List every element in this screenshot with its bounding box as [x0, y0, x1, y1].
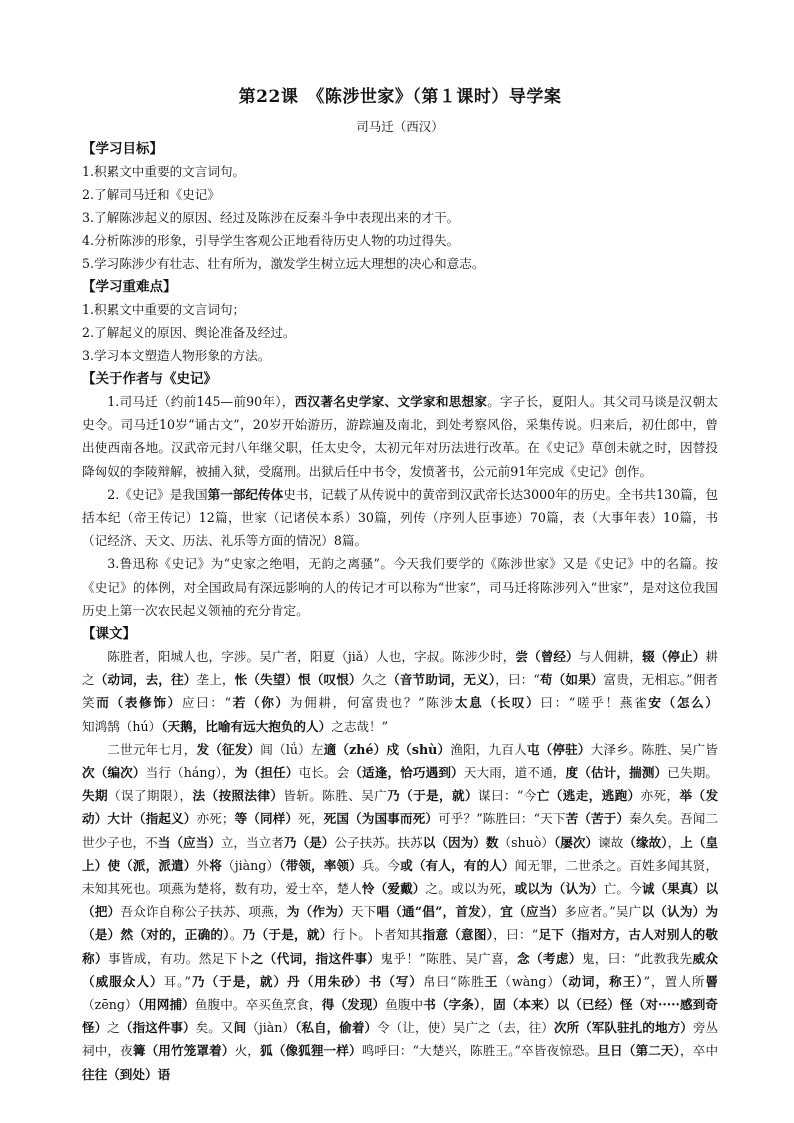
- body-text: 吾众诈自称公子扶苏、项燕，: [120, 904, 287, 920]
- annotation-text: 死国（为国事而死）: [323, 811, 439, 827]
- body-text: （误了期限），: [107, 788, 193, 804]
- body-text: （jiàng）: [221, 857, 280, 873]
- body-text: 亦死，: [640, 788, 680, 804]
- body-text: 鱼腹中。卒买鱼烹食，: [194, 997, 322, 1013]
- annotation-text: 诚（果真）以（把）: [82, 881, 719, 920]
- annotation-text: 得（发现）: [321, 997, 386, 1013]
- body-text: 天大雨，道不通，: [463, 765, 566, 781]
- annotation-text: （指这件事）: [119, 1020, 196, 1036]
- annotation-text: 怜（爱戴）: [361, 881, 426, 897]
- body-text: 亡。今: [603, 881, 642, 897]
- annotation-text: 度（估计，揣测）: [565, 765, 668, 781]
- annotation-text: 失期: [82, 788, 108, 804]
- body-text: ，曰：“: [493, 927, 539, 943]
- key-point-item: 1.积累文中重要的文言词句；: [82, 302, 246, 317]
- annotation-text: 当（应当）: [157, 834, 221, 850]
- body-text: 事皆成，有功。然足下卜: [107, 950, 251, 966]
- annotation-text: 固（本来）以（已经）怪（对·····感到奇怪）: [82, 997, 718, 1036]
- body-text: 立，当立者: [220, 834, 284, 850]
- body-text: 耳。”: [163, 973, 191, 989]
- body-text: 鸣呼曰：“大楚兴，陈胜王。”卒皆夜惊恐。: [361, 1043, 598, 1059]
- body-text: （jiàn）: [246, 1020, 296, 1036]
- annotation-text: （用网捕）: [137, 997, 195, 1013]
- body-text: 旁丛祠中，夜: [82, 1020, 719, 1059]
- goals-list: [82, 160, 718, 275]
- body-text: 闻无罪，二世杀之。百姓多闻其贤，未知其死也。项燕为楚将，数有功，爱士卒，楚人: [82, 857, 719, 897]
- body-text: 公子扶苏。扶苏: [334, 834, 423, 850]
- body-text: 陈胜者，阳城人也，字涉。吴广者，阳夏（jiǎ）人也，字叔。陈涉少时，: [107, 649, 516, 665]
- annotation-text: 若（你）: [231, 695, 290, 711]
- body-text: 知鸿鹄（hú）: [82, 718, 162, 734]
- annotation-text: 罾: [705, 973, 718, 989]
- body-text: 二世元年七月，: [107, 741, 197, 757]
- author-heading: 【关于作者与《史记》: [82, 371, 217, 387]
- body-text: ，: [487, 904, 501, 920]
- body-text: 鱼腹中: [385, 997, 424, 1013]
- body-text: 之: [107, 1020, 120, 1036]
- body-text: 与人佣耕，: [578, 649, 643, 665]
- annotation-text: 足下（指对方，古人对别人的敬称）: [82, 927, 719, 966]
- author-paragraph: [82, 390, 718, 483]
- body-text: 为佣耕，何富贵也？”陈涉: [289, 695, 455, 711]
- body-text: 死，: [298, 811, 324, 827]
- annotation-text: 唱（通“倡”，首发）: [376, 904, 488, 920]
- body-text: 谋曰：“今: [478, 788, 537, 804]
- body-text: ，曰：“: [495, 672, 540, 688]
- text-paragraphs: [82, 645, 718, 1086]
- annotation-text: 次所（军队驻扎的地方）: [553, 1020, 693, 1036]
- annotation-text: 旦日（第二天）: [597, 1043, 681, 1059]
- body-text: 天下: [350, 904, 377, 920]
- page-title: 第22课 《陈涉世家》（第１课时）导学案: [238, 87, 562, 107]
- goals-heading: 【学习目标】: [82, 141, 163, 157]
- annotation-text: 亡（逃走，逃跑）: [536, 788, 641, 804]
- annotation-text: 之（代词，指这件事）: [250, 950, 381, 966]
- annotation-text: 太息（长叹）: [454, 695, 541, 711]
- body-text: 耕之: [82, 649, 719, 688]
- annotation-text: 等（同样）: [234, 811, 299, 827]
- body-text: 矣。又: [195, 1020, 234, 1036]
- body-text: 。字子长，夏阳人。其父司马谈是汉朝太史令。司马迁10岁“诵古文”，20岁开始游历，游踪遍及南北，到处考察风俗，采集传说。归来后，初仕郎中，曾出使西南各地。汉武帝元封八年继父职，任太史令，太初元年对历法进行改革。在《史记》草创未就之时，因替投降匈奴的李陵辩解，被捕入狱，受腐刑。出狱后任中书令，发愤著书，公元前91年完成《史记》创作。: [82, 394, 719, 479]
- body-text: ”，置人所: [643, 973, 706, 989]
- body-text: （zēng）: [82, 997, 138, 1013]
- body-text: 当行（háng），: [145, 765, 235, 781]
- body-text: ，: [480, 997, 494, 1013]
- annotation-text: 指意（意图）: [422, 927, 494, 943]
- annotation-text: 发（征发）: [196, 741, 261, 757]
- goal-item: 2.了解司马迁和《史记》: [82, 187, 220, 202]
- annotation-text: 乃（于是，就）: [387, 788, 478, 804]
- body-text: 行卜。卜者知其: [332, 927, 423, 943]
- annotation-text: 以（认为）为（是）然（对的，正确的）: [82, 904, 719, 943]
- body-text: 外: [196, 857, 210, 873]
- annotation-text: 念（考虑）: [516, 950, 582, 966]
- annotation-text: （动词，称王）: [561, 973, 644, 989]
- body-text: 鬼乎！”陈胜、吴广喜，: [380, 950, 517, 966]
- key-point-item: 2.了解起义的原因、舆论准备及经过。: [82, 325, 296, 340]
- annotation-text: 苦（苦于）: [565, 811, 630, 827]
- annotation-text: 怅（失望）恨（叹恨）: [234, 672, 362, 688]
- annotation-text: 次（编次）: [82, 765, 146, 781]
- body-text: 1.司马迁（约前145—前90年），: [107, 394, 295, 409]
- body-text: 可乎？”陈胜曰：“天下: [438, 811, 566, 827]
- body-text: 火，: [234, 1043, 260, 1059]
- annotation-text: （私自，偷着）: [295, 1020, 378, 1036]
- text-paragraph: [82, 645, 718, 738]
- annotation-text: 为（担任）: [234, 765, 299, 781]
- annotation-text: （缘故）: [623, 834, 668, 850]
- annotation-text: （屡次）: [553, 834, 599, 850]
- annotation-text: 屯（停驻）: [526, 741, 591, 757]
- annotation-text: 乃（是）: [283, 834, 335, 850]
- body-text: 亦死；: [196, 811, 235, 827]
- annotation-text: 上（皇上）使（派，派遣）: [82, 834, 719, 873]
- annotation-text: 辍（停止）: [642, 649, 706, 665]
- author-paragraphs: [82, 390, 718, 622]
- body-text: 闾（lǘ）左: [260, 741, 324, 757]
- annotation-text: 威众（威服众人）: [82, 950, 719, 989]
- key-points-heading: 【学习重难点】: [82, 279, 177, 295]
- annotation-text: 为（作为）: [286, 904, 351, 920]
- annotation-text: 法（按照法律）: [192, 788, 284, 804]
- body-text: 渔阳，九百人: [450, 741, 527, 757]
- body-text: 之。或以为死，: [425, 881, 515, 897]
- goal-item: 3.了解陈涉起义的原因、经过及陈涉在反秦斗争中表现出来的才干。: [82, 210, 460, 225]
- annotation-text: 往往（到处）语: [82, 1066, 171, 1082]
- annotation-text: 举（发动）大计（指起义）: [82, 788, 719, 827]
- annotation-text: 乃（于是，就）: [242, 927, 333, 943]
- body-text: ，卒中: [680, 1043, 719, 1059]
- annotation-text: 第一部纪传体: [207, 486, 284, 502]
- annotation-text: 安（怎么）: [648, 695, 718, 711]
- annotation-text: 篝（用竹笼罩着）: [132, 1043, 235, 1059]
- body-text: 。: [229, 927, 243, 943]
- body-text: 曰：“嗟乎！燕雀: [540, 695, 649, 711]
- annotation-text: 王: [484, 973, 499, 989]
- text-heading: 【课文】: [82, 626, 136, 643]
- body-text: 秦久矣。吾闻二世少子也，不: [82, 811, 719, 850]
- body-text: 2.《史记》是我国: [107, 486, 208, 502]
- annotation-text: （带领，率领）: [279, 857, 362, 873]
- author-line: 司马迁（西汉）: [356, 119, 444, 134]
- body-text: 屯长。会: [298, 765, 350, 781]
- body-text: 久之: [361, 672, 388, 688]
- body-text: 垄上，: [196, 672, 235, 688]
- goal-item: 5.学习陈涉少有壮志、壮有所为，激发学生树立远大理想的决心和意志。: [82, 256, 485, 271]
- body-text: （wàng）: [498, 973, 562, 989]
- body-text: 皆斩。陈胜、吴广: [283, 788, 388, 804]
- body-text: 谏故: [598, 834, 624, 850]
- annotation-text: 乃（于是，就）丹（用朱砂）书（写）: [190, 973, 423, 989]
- body-text: 富贵，无相忘。”佣者笑: [82, 672, 719, 711]
- annotation-text: （适逢，恰巧遇到）: [349, 765, 464, 781]
- key-point-item: 3.学习本文塑造人物形象的方法。: [82, 348, 271, 363]
- body-text: 史书，记载了从传说中的黄帝到汉武帝长达3000年的历史。全书共130篇，包括本纪（帝王传记）12篇，世家（记诸侯本系）30篇，列传（序列人臣事迹）70篇，表（大事年表）10篇，书（记经济、天文、历法、礼乐等方面的情况）8篇。: [82, 486, 718, 549]
- body-text: 兵。今: [361, 857, 401, 873]
- document-page: [82, 78, 718, 1086]
- body-text: 3.鲁迅称《史记》为“史家之绝唱，无韵之离骚”。今天我们要学的《陈涉世家》又是《史记》中的名篇。按《史记》的体例，对全国政局有深远影响的人的传记才可以称为“世家”，司马迁将陈涉列入“世家”，是对这位我国历史上第一次农民起义领袖的充分肯定。: [82, 556, 718, 618]
- annotation-text: 或（有人，有的人）: [400, 857, 515, 873]
- annotation-text: 宜（应当）: [500, 904, 565, 920]
- annotation-text: 適（zhé）戍（shù）: [323, 741, 451, 757]
- body-text: 之志哉！”: [331, 718, 389, 734]
- author-paragraph: [82, 552, 718, 622]
- annotation-text: 尝（曾经）: [515, 649, 579, 665]
- annotation-text: 将: [209, 857, 222, 873]
- body-text: 多应者。”吴广: [564, 904, 642, 920]
- annotation-text: 书（字条）: [423, 997, 481, 1013]
- annotation-text: 间: [233, 1020, 247, 1036]
- annotation-text: 苟（如果）: [539, 672, 604, 688]
- body-text: 应曰：“: [181, 695, 232, 711]
- body-text: 鬼，曰：“此教我先: [581, 950, 693, 966]
- body-text: 令（让，使）吴广之（去，往）: [377, 1020, 554, 1036]
- annotation-text: 以（因为）数: [422, 834, 499, 850]
- body-text: 已失期。: [667, 765, 718, 781]
- annotation-text: 而（表修饰）: [96, 695, 182, 711]
- body-text: ，: [667, 834, 681, 850]
- goal-item: 1.积累文中重要的文言词句。: [82, 164, 246, 179]
- key-points-list: [82, 298, 718, 367]
- annotation-text: 西汉著名史学家、文学家和思想家: [294, 394, 488, 409]
- annotation-text: 狐（像狐狸一样）: [260, 1043, 362, 1059]
- annotation-text: （音节助词，无义）: [387, 672, 496, 688]
- body-text: 帛曰“陈胜: [422, 973, 485, 989]
- goal-item: 4.分析陈涉的形象，引导学生客观公正地看待历史人物的功过得失。: [82, 233, 460, 248]
- author-paragraph: [82, 483, 718, 553]
- body-text: （shuò）: [498, 834, 554, 850]
- annotation-text: 或以为（认为）: [514, 881, 604, 897]
- body-text: 大泽乡。陈胜、吴广皆: [590, 741, 719, 757]
- annotation-text: （天鹅，比喻有远大抱负的人）: [161, 718, 332, 734]
- annotation-text: （动词，去，往）: [94, 672, 197, 688]
- text-paragraph: [82, 738, 718, 1086]
